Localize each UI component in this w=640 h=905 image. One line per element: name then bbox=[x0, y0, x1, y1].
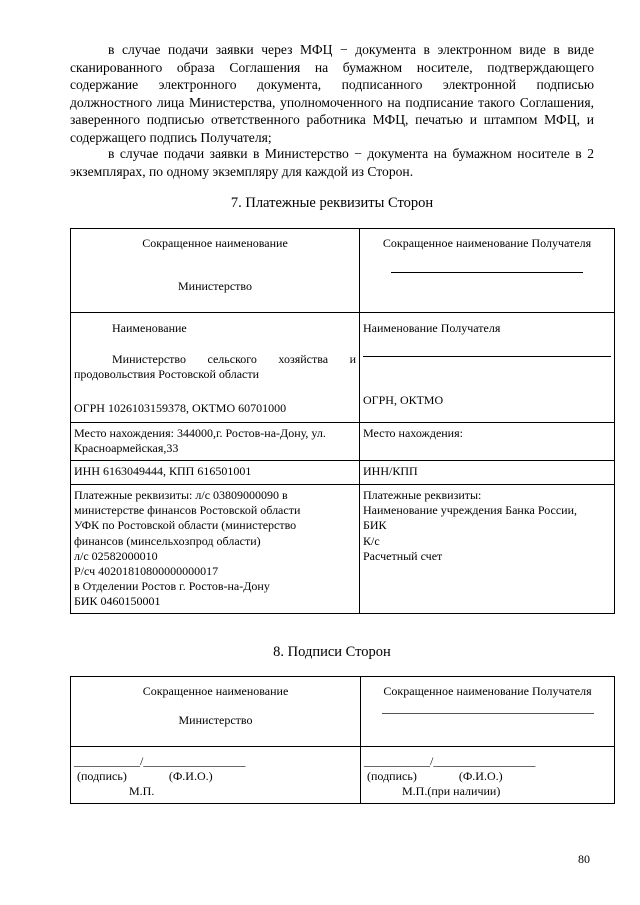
ministry-payment-line: БИК 0460150001 bbox=[74, 594, 161, 609]
paragraph-mfc: в случае подачи заявки через МФЦ − документа в электронном виде в виде сканированного образа Соглашения на бумажном носителе, подтверждающего содержание электронного документа, подписанного электронной подписью должностного лица Министерства, уполномоченного на подписание такого Соглашения, заверенного подписью ответственного работника МФЦ, печатью и штампом МФЦ, и содержащего подпись Получателя; bbox=[70, 42, 594, 145]
ministry-short-name-cell bbox=[71, 677, 361, 747]
table-row bbox=[71, 313, 615, 423]
recipient-short-name-line bbox=[382, 712, 594, 714]
recipient-ogrn-oktmo: ОГРН, ОКТМО bbox=[363, 393, 444, 408]
recipient-short-name-cell bbox=[361, 677, 615, 747]
recipient-payment-cell bbox=[360, 485, 615, 614]
signature-line: ___________/_________________ bbox=[364, 754, 536, 768]
ministry-signature-cell bbox=[71, 747, 361, 804]
table-row bbox=[71, 461, 615, 485]
table-row bbox=[71, 677, 615, 747]
table-row bbox=[71, 485, 615, 614]
signatures-table bbox=[70, 676, 615, 804]
signature-caption: (подпись) (Ф.И.О.) bbox=[364, 769, 503, 784]
signature-line: ___________/_________________ bbox=[74, 754, 246, 768]
recipient-payment-line: БИК bbox=[363, 518, 387, 533]
ministry-payment-line: УФК по Ростовской области (министерство bbox=[74, 518, 297, 533]
ministry-full-name-line2: продовольствия Ростовской области bbox=[74, 367, 260, 382]
cell-label: Наименование bbox=[112, 321, 187, 335]
recipient-short-name-line bbox=[391, 271, 583, 273]
table-row bbox=[71, 229, 615, 313]
cell-label: Сокращенное наименование Получателя bbox=[382, 236, 592, 250]
cell-label: Наименование Получателя bbox=[363, 321, 501, 335]
table-row bbox=[71, 747, 615, 804]
ministry-short-name: Министерство bbox=[178, 279, 252, 294]
cell-label: Сокращенное наименование Получателя bbox=[383, 684, 592, 698]
ministry-ogrn-oktmo: ОГРН 1026103159378, ОКТМО 60701000 bbox=[74, 400, 287, 415]
recipient-payment-line: К/с bbox=[363, 533, 380, 548]
cell-label: Сокращенное наименование bbox=[142, 684, 289, 698]
recipient-name-line bbox=[363, 355, 611, 357]
ministry-payment-line: л/с 02582000010 bbox=[74, 548, 158, 563]
page-number: 80 bbox=[578, 852, 590, 866]
recipient-payment-line: Платежные реквизиты: bbox=[363, 488, 482, 502]
table-row bbox=[71, 423, 615, 461]
ministry-short-name: Министерство bbox=[178, 713, 253, 728]
recipient-payment-line: Расчетный счет bbox=[363, 548, 443, 563]
cell-label: Сокращенное наименование bbox=[142, 236, 288, 250]
payment-details-table bbox=[70, 228, 615, 614]
ministry-address-cell: Место нахождения: 344000,г. Ростов-на-Дону, ул. Красноармейская,33 bbox=[71, 423, 360, 461]
section-7-title: 7. Платежные реквизиты Сторон bbox=[230, 195, 434, 211]
signature-caption: (подпись) (Ф.И.О.) bbox=[74, 769, 213, 784]
ministry-inn-kpp-cell: ИНН 6163049444, КПП 616501001 bbox=[71, 461, 360, 485]
recipient-address-cell: Место нахождения: bbox=[360, 423, 615, 461]
recipient-short-name-cell bbox=[360, 229, 615, 313]
ministry-payment-line: Платежные реквизиты: л/с 03809000090 в bbox=[74, 488, 288, 502]
ministry-payment-line: финансов (минсельхозпрод области) bbox=[74, 533, 261, 548]
ministry-payment-cell bbox=[71, 485, 360, 614]
stamp-label: М.П.(при наличии) bbox=[402, 784, 501, 799]
recipient-signature-cell bbox=[361, 747, 615, 804]
ministry-payment-line: Р/сч 40201810800000000017 bbox=[74, 564, 219, 579]
ministry-full-name-line1: Министерство сельского хозяйства и bbox=[112, 352, 356, 367]
ministry-name-cell bbox=[71, 313, 360, 423]
recipient-payment-line: Наименование учреждения Банка России, bbox=[363, 503, 577, 518]
recipient-inn-kpp-cell: ИНН/КПП bbox=[360, 461, 615, 485]
paragraph-ministry: в случае подачи заявки в Министерство − документа на бумажном носителе в 2 экземплярах, по одному экземпляру для каждой из Сторон. bbox=[70, 146, 594, 179]
ministry-payment-line: в Отделении Ростов г. Ростов-на-Дону bbox=[74, 579, 270, 594]
ministry-short-name-cell bbox=[71, 229, 360, 313]
section-8-title: 8. Подписи Сторон bbox=[273, 644, 391, 660]
stamp-label: М.П. bbox=[129, 784, 155, 799]
recipient-name-cell bbox=[360, 313, 615, 423]
ministry-payment-line: министерстве финансов Ростовской области bbox=[74, 503, 301, 518]
